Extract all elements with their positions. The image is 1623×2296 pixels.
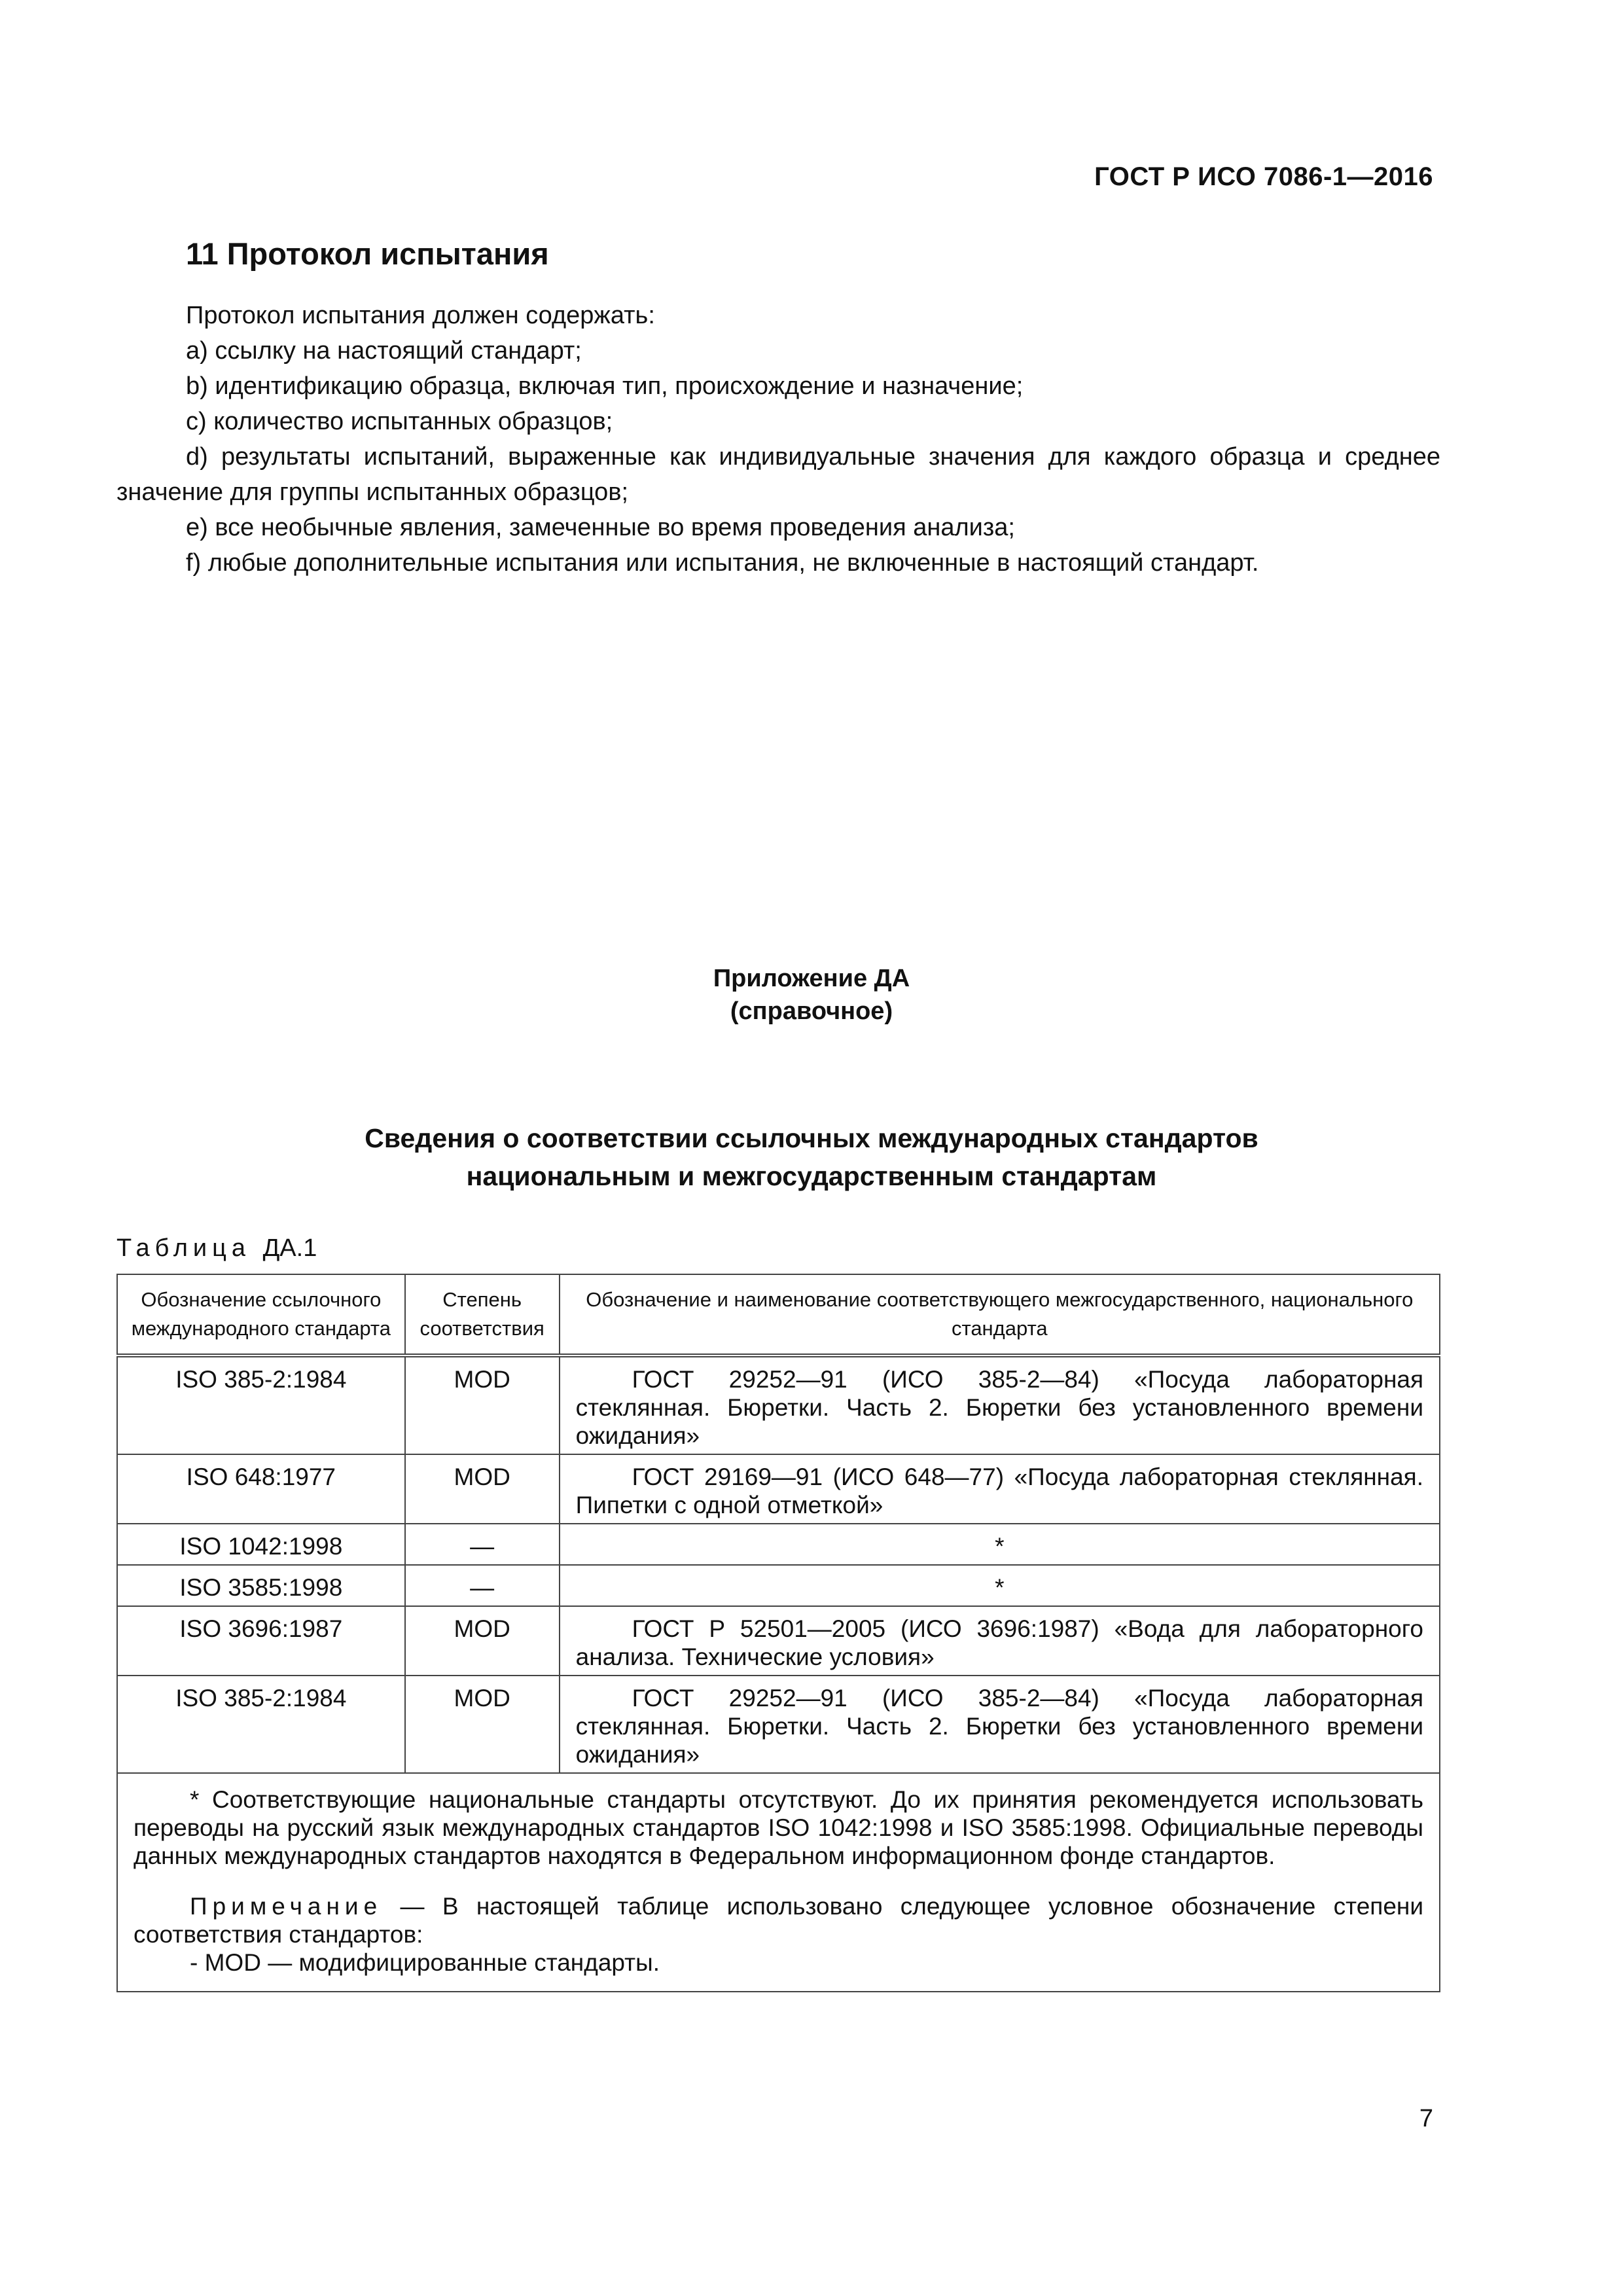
header-degree: Степень соответствия	[405, 1274, 560, 1355]
reference-standards-table	[116, 1274, 1440, 1992]
table-row	[117, 1524, 1440, 1565]
table-footnote-text: * Соответствующие национальные стандарты отсутствуют. До их принятия рекомендуется использовать переводы на русский язык международных стандартов ISO 1042:1998 и ISO 3585:1998. Официальные переводы данных международных стандартов находятся в Федеральном информационном фонде стандартов.	[134, 1786, 1423, 1869]
table-header-row	[117, 1274, 1440, 1355]
list-item-b-text: b) идентификацию образца, включая тип, происхождение и назначение;	[186, 372, 1024, 400]
cell-national-text: ГОСТ Р 52501—2005 (ИСО 3696:1987) «Вода для лабораторного анализа. Технические условия»	[575, 1615, 1423, 1670]
page-number: 7	[1419, 2105, 1433, 2132]
cell-degree: MOD	[405, 1676, 560, 1773]
table-footnote	[134, 1785, 1423, 1870]
cell-degree: MOD	[405, 1355, 560, 1454]
cell-national	[560, 1454, 1440, 1524]
table-note	[134, 1892, 1423, 1948]
table-note-word: Примечание	[190, 1893, 383, 1920]
table-row	[117, 1676, 1440, 1773]
cell-national	[560, 1676, 1440, 1773]
list-item-c-text: c) количество испытанных образцов;	[186, 408, 613, 435]
list-item-f	[116, 545, 1440, 581]
cell-standard: ISO 648:1977	[117, 1454, 405, 1524]
cell-national	[560, 1606, 1440, 1676]
table-note-text: — В настоящей таблице использовано следующее условное обозначение степени соответствия стандартов:	[134, 1893, 1423, 1948]
cell-standard: ISO 1042:1998	[117, 1524, 405, 1565]
list-item-a-text: a) ссылку на настоящий стандарт;	[186, 337, 582, 365]
table-row	[117, 1565, 1440, 1606]
list-item-e-text: e) все необычные явления, замеченные во время проведения анализа;	[186, 514, 1015, 541]
section-intro-text: Протокол испытания должен содержать:	[186, 302, 655, 329]
list-item-d	[116, 439, 1440, 510]
cell-national-text: ГОСТ 29252—91 (ИСО 385-2—84) «Посуда лабораторная стеклянная. Бюретки. Часть 2. Бюретки без установленного времени ожидания»	[575, 1685, 1423, 1768]
cell-national: *	[560, 1524, 1440, 1565]
cell-degree: —	[405, 1565, 560, 1606]
table-row	[117, 1355, 1440, 1454]
cell-national: *	[560, 1565, 1440, 1606]
cell-degree: MOD	[405, 1606, 560, 1676]
cell-national	[560, 1355, 1440, 1454]
list-item-f-text: f) любые дополнительные испытания или испытания, не включенные в настоящий стандарт.	[186, 549, 1259, 577]
header-international-standard: Обозначение ссылочного международного стандарта	[117, 1274, 405, 1355]
table-footnote-cell	[117, 1773, 1440, 1992]
list-item-a	[116, 333, 1440, 368]
cell-national-text: ГОСТ 29252—91 (ИСО 385-2—84) «Посуда лабораторная стеклянная. Бюретки. Часть 2. Бюретки без установленного времени ожидания»	[575, 1366, 1423, 1449]
appendix-title: Приложение ДА	[713, 965, 910, 992]
table-row	[117, 1606, 1440, 1676]
table-footnote-row	[117, 1773, 1440, 1992]
cell-degree: MOD	[405, 1454, 560, 1524]
appendix-caption-line-1: Сведения о соответствии ссылочных международных стандартов	[365, 1123, 1258, 1153]
table-note-item-text: - MOD — модифицированные стандарты.	[190, 1949, 660, 1976]
cell-standard: ISO 385-2:1984	[117, 1676, 405, 1773]
section-title: 11 Протокол испытания	[186, 236, 549, 271]
table-note-item	[134, 1948, 1423, 1977]
section-intro	[116, 298, 1440, 333]
list-item-e	[116, 510, 1440, 545]
list-item-c	[116, 404, 1440, 439]
list-item-d-text: d) результаты испытаний, выраженные как индивидуальные значения для каждого образца и среднее значение для группы испытанных образцов;	[116, 443, 1440, 506]
appendix-subtitle: (справочное)	[730, 997, 893, 1025]
list-item-b	[116, 368, 1440, 404]
cell-standard: ISO 3696:1987	[117, 1606, 405, 1676]
table-row	[117, 1454, 1440, 1524]
cell-standard: ISO 3585:1998	[117, 1565, 405, 1606]
table-label-word: Таблица	[116, 1234, 251, 1262]
appendix-caption-line-2: национальным и межгосударственным стандартам	[466, 1161, 1157, 1191]
cell-standard: ISO 385-2:1984	[117, 1355, 405, 1454]
header-national-standard: Обозначение и наименование соответствующего межгосударственного, национального стандарта	[560, 1274, 1440, 1355]
table-label	[116, 1234, 317, 1263]
document-header-id: ГОСТ Р ИСО 7086-1—2016	[1094, 162, 1433, 191]
cell-degree: —	[405, 1524, 560, 1565]
table-label-number: ДА.1	[262, 1234, 317, 1262]
cell-national-text: ГОСТ 29169—91 (ИСО 648—77) «Посуда лабораторная стеклянная. Пипетки с одной отметкой»	[575, 1463, 1423, 1518]
